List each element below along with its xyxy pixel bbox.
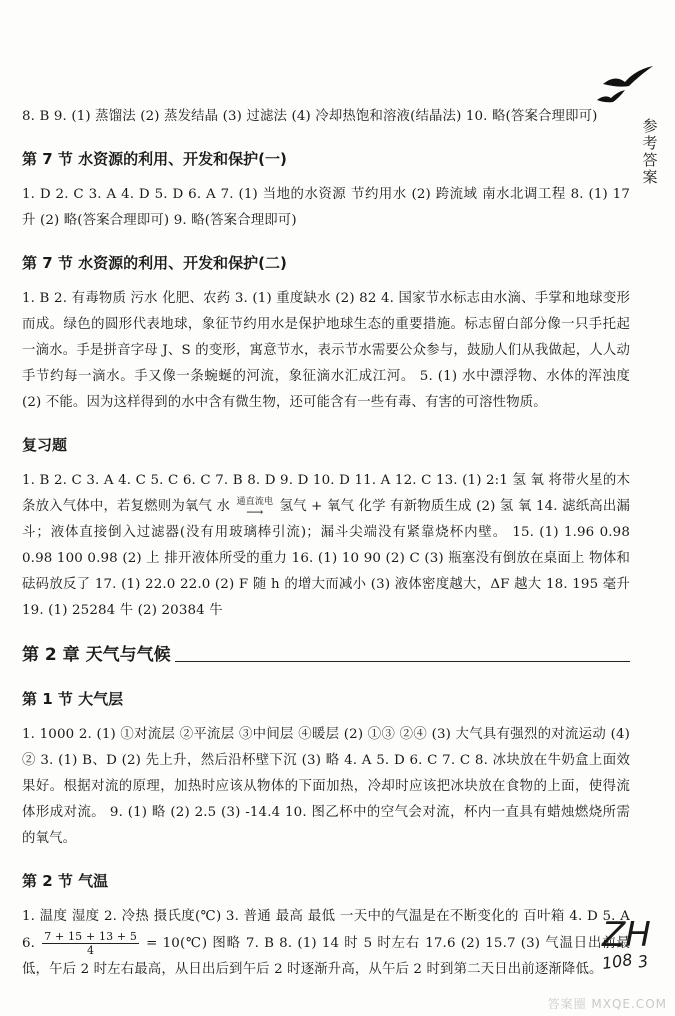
section-heading: 第 1 节 大气层 (22, 690, 124, 708)
answer-paragraph: 8. B 9. (1) 蒸馏法 (2) 蒸发结晶 (3) 过滤法 (4) 冷却热饱和溶液(结晶法) 10. 略(答案合理即可) (22, 109, 598, 124)
section-heading: 复习题 (22, 436, 68, 454)
fraction (42, 930, 139, 957)
fraction-denominator: 4 (87, 944, 95, 957)
temp-text-part2: = 10(℃) 图略 7. B 8. (1) 14 时 5 时左右 17.6 (2) 15.7 (3) 气温日出前最低，午后 2 时左右最高，从日出后到午后 2 时逐渐升高，从午后 2 时到第二天日出前逐渐降低。 (22, 936, 630, 977)
arrow-right-icon: ⟶ (246, 504, 264, 519)
handwriting-extra: 3 (636, 951, 650, 972)
handwriting-page-number: 108 (600, 949, 634, 974)
temp-text-part1: 1. 温度 湿度 2. 冷热 摄氏度(℃) 3. 普通 最高 最低 一天中的气温是在不断变化的 百叶箱 4. D 5. A 6. (22, 909, 630, 951)
answer-content (22, 104, 630, 1001)
section-heading: 第 7 节 水资源的利用、开发和保护(二) (22, 254, 287, 272)
answer-paragraph: 1. 1000 2. (1) ①对流层 ②平流层 ③中间层 ④暖层 (2) ①③ ②④ (3) 大气具有强烈的对流运动 (4) ② 3. (1) B、D (2) 先上升，然后沿杯壁下沉 (3) 略 4. A 5. D 6. C 7. C 8. 冰块放在牛奶盒上面效果好。根据对流的原理，加热时应该从物体的下面加热，冷却时应该把冰块放在食物的上面，使得流体形成对流。 9. (1) 略 (2) 2.5 (3) -14.4 10. 图乙杯中的空气会对流，杯内一直具有蜡烛燃烧所需的氧气。 (22, 727, 630, 846)
chapter-heading (22, 642, 630, 668)
handwriting-top: ZH (602, 915, 651, 955)
reaction-condition: 通直流电 (236, 496, 274, 507)
review-text-part2: 氢气 + 氧气 化学 有新物质生成 (2) 氢 氧 14. 滤纸高出漏斗；液体直接倒入过滤器(没有用玻璃棒引流)；漏斗尖端没有紧靠烧杯内壁。 15. (1) 1.96 0.98 0.98 100 0.98 (2) 上 排开液体所受的重力 16. (1) 10 90 (2) C (3) 瓶塞没有倒放在桌面上 物体和砝码放反了 17. (1) 22.0 22.0 (2) F 随 h 的增大而减小 (3) 液体密度越大，ΔF 越大 18. 195 毫升 19. (1) 25284 牛 (2) 20384 牛 (22, 499, 630, 618)
reaction-arrow (237, 497, 274, 517)
chapter-rule (175, 661, 630, 662)
chapter-title: 第 2 章 天气与气候 (22, 645, 171, 665)
side-label: 参考答案 (642, 117, 658, 186)
fraction-numerator: 7 + 15 + 13 + 5 (44, 930, 138, 943)
birds-logo-icon (595, 58, 657, 106)
review-answers (22, 468, 630, 624)
handwritten-page-mark (600, 915, 651, 974)
section-heading: 第 2 节 气温 (22, 872, 109, 890)
watermark: 答案圈 MXQE.COM (547, 997, 667, 1011)
review-text-part1: 1. B 2. C 3. A 4. C 5. C 6. C 7. B 8. D 9. D 10. D 11. A 12. C 13. (1) 2:1 氢 氧 将带火星的木条放入气体中，若复燃则为氧气 水 (22, 473, 630, 514)
temperature-answers (22, 904, 630, 983)
section-heading: 第 7 节 水资源的利用、开发和保护(一) (22, 150, 287, 168)
answer-paragraph: 1. B 2. 有毒物质 污水 化肥、农药 3. (1) 重度缺水 (2) 82 4. 国家节水标志由水滴、手掌和地球变形而成。绿色的圆形代表地球，象征节约用水是保护地球生态的重要措施。标志留白部分像一只手托起一滴水。手是拼音字母 J、S 的变形，寓意节水，表示节水需要公众参与，鼓励人们从我做起，人人动手节约每一滴水。手又像一条蜿蜒的河流，象征滴水汇成江河。 5. (1) 水中漂浮物、水体的浑浊度 (2) 不能。因为这样得到的水中含有微生物，还可能含有一些有毒、有害的可溶性物质。 (22, 291, 630, 410)
answer-paragraph: 1. D 2. C 3. A 4. D 5. D 6. A 7. (1) 当地的水资源 节约用水 (2) 跨流域 南水北调工程 8. (1) 17 升 (2) 略(答案合理即可) 9. 略(答案合理即可) (22, 187, 630, 228)
